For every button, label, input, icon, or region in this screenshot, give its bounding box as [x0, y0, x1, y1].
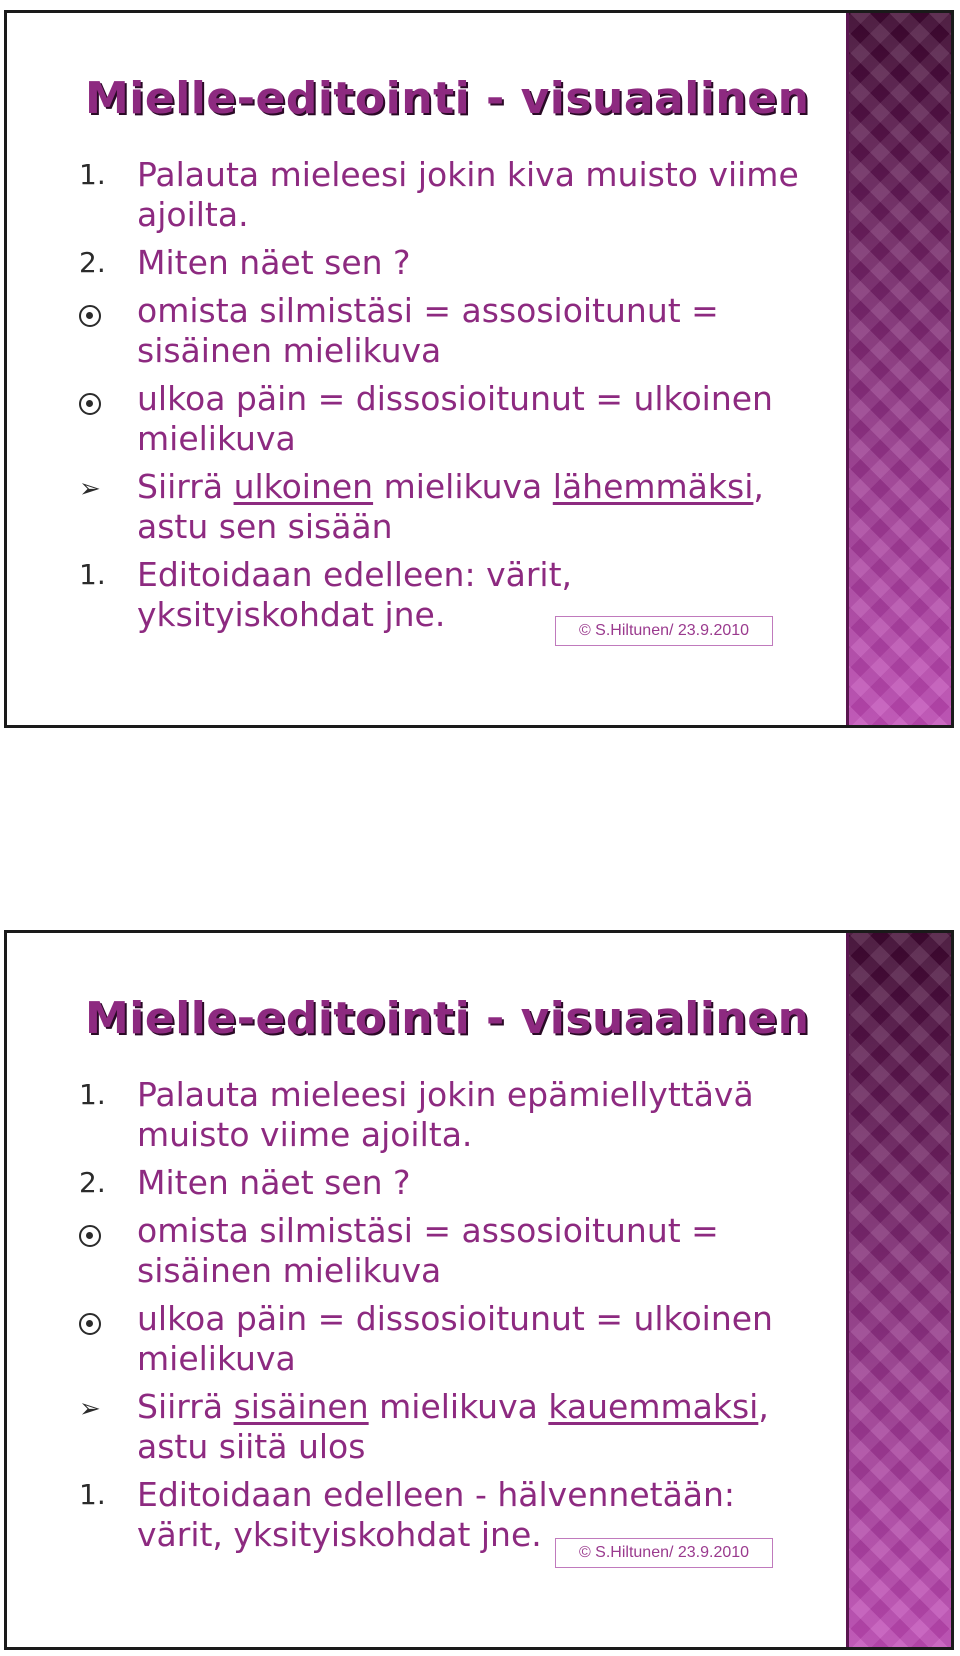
circle-bullet-icon	[79, 379, 119, 419]
text-run: mielikuva	[368, 1387, 549, 1426]
bullet-list	[67, 155, 807, 643]
arrow-bullet-icon: ➢	[79, 1394, 101, 1424]
text-run: Miten näet sen ?	[137, 243, 411, 282]
list-item	[67, 1211, 807, 1291]
list-item	[67, 1075, 807, 1155]
list-item	[67, 155, 807, 235]
slide-title: Mielle-editointi - visuaalinen	[85, 73, 810, 124]
text-run: , astu sen sisään	[137, 467, 764, 546]
text-run: ulkoa päin = dissosioitunut = ulkoinen mielikuva	[137, 1299, 773, 1378]
list-item-text	[137, 555, 572, 634]
underlined-text: kauemmaksi	[548, 1387, 759, 1426]
list-item-text	[137, 467, 764, 546]
underlined-text: ulkoinen	[233, 467, 374, 506]
underlined-text: lähemmäksi	[552, 467, 754, 506]
list-item-text	[137, 1299, 773, 1378]
slide-2	[4, 930, 954, 1650]
text-run: Siirrä	[137, 467, 234, 506]
circle-bullet-icon	[79, 1299, 119, 1339]
list-number: 1.	[79, 1478, 106, 1511]
list-item-text	[137, 1387, 769, 1466]
text-run: Editoidaan edelleen - hälvennetään: värit, yksityiskohdat jne.	[137, 1475, 736, 1554]
list-item	[67, 1387, 807, 1467]
slide-title: Mielle-editointi - visuaalinen	[85, 993, 810, 1044]
list-item	[67, 1163, 807, 1203]
text-run: Editoidaan edelleen: värit, yksityiskohdat jne.	[137, 555, 572, 634]
list-item-text	[137, 1211, 719, 1290]
list-item	[67, 379, 807, 459]
arrow-bullet-icon: ➢	[79, 474, 101, 504]
list-item-text	[137, 291, 719, 370]
list-item-text	[137, 243, 411, 282]
text-run: omista silmistäsi = assosioitunut = sisäinen mielikuva	[137, 291, 719, 370]
list-item-text	[137, 379, 773, 458]
circle-bullet-icon	[79, 1211, 119, 1251]
list-number: 2.	[79, 1166, 106, 1199]
text-run: Miten näet sen ?	[137, 1163, 411, 1202]
copyright-footer: © S.Hiltunen/ 23.9.2010	[555, 1538, 773, 1568]
list-number: 1.	[79, 558, 106, 591]
text-run: Siirrä	[137, 1387, 234, 1426]
text-run: Palauta mieleesi jokin kiva muisto viime ajoilta.	[137, 155, 799, 234]
list-number: 1.	[79, 158, 106, 191]
list-number: 1.	[79, 1078, 106, 1111]
list-item	[67, 1299, 807, 1379]
list-number: 2.	[79, 246, 106, 279]
circle-bullet-icon	[79, 291, 119, 331]
list-item	[67, 291, 807, 371]
list-item-text	[137, 155, 799, 234]
list-item-text	[137, 1163, 411, 1202]
list-item	[67, 243, 807, 283]
decorative-side-band	[849, 933, 951, 1647]
slide-1	[4, 10, 954, 728]
decorative-side-band	[849, 13, 951, 725]
list-item-text	[137, 1075, 754, 1154]
underlined-text: sisäinen	[233, 1387, 369, 1426]
bullet-list	[67, 1075, 807, 1563]
text-run: mielikuva	[373, 467, 553, 506]
text-run: omista silmistäsi = assosioitunut = sisäinen mielikuva	[137, 1211, 719, 1290]
text-run: , astu siitä ulos	[137, 1387, 769, 1466]
list-item	[67, 467, 807, 547]
text-run: ulkoa päin = dissosioitunut = ulkoinen mielikuva	[137, 379, 773, 458]
copyright-footer: © S.Hiltunen/ 23.9.2010	[555, 616, 773, 646]
text-run: Palauta mieleesi jokin epämiellyttävä muisto viime ajoilta.	[137, 1075, 754, 1154]
